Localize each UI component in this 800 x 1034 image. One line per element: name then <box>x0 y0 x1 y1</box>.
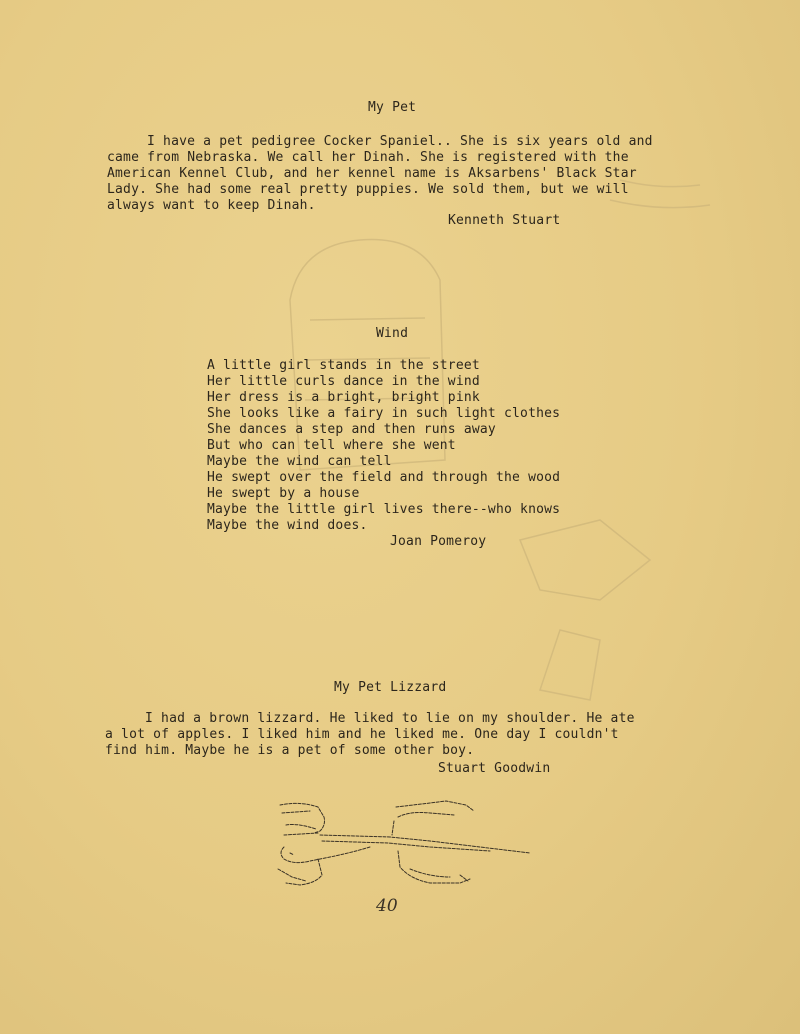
paragraph-line: always want to keep Dinah. <box>107 198 316 213</box>
paragraph-line: American Kennel Club, and her kennel name is Aksarbens' Black Star <box>107 166 637 181</box>
section-title-my-pet: My Pet <box>368 100 417 115</box>
paragraph-line: find him. Maybe he is a pet of some other boy. <box>105 743 475 758</box>
poem-line: Maybe the little girl lives there--who knows <box>207 502 561 517</box>
poem-line: Her little curls dance in the wind <box>207 374 480 389</box>
paragraph-line: a lot of apples. I liked him and he liked me. One day I couldn't <box>105 727 619 742</box>
lizard-drawing <box>270 795 540 895</box>
section-title-my-pet-lizzard: My Pet Lizzard <box>334 680 447 695</box>
author-signature: Stuart Goodwin <box>438 761 551 776</box>
paragraph-line: I have a pet pedigree Cocker Spaniel.. She is six years old and <box>147 134 653 149</box>
poem-line: She looks like a fairy in such light clothes <box>207 406 561 421</box>
author-signature: Kenneth Stuart <box>448 213 561 228</box>
author-signature: Joan Pomeroy <box>390 534 487 549</box>
section-title-wind: Wind <box>376 326 409 341</box>
poem-line: Maybe the wind does. <box>207 518 368 533</box>
page-number: 40 <box>376 896 398 916</box>
poem-line: But who can tell where she went <box>207 438 456 453</box>
paragraph-line: I had a brown lizzard. He liked to lie on my shoulder. He ate <box>145 711 635 726</box>
paragraph-line: Lady. She had some real pretty puppies. We sold them, but we will <box>107 182 629 197</box>
poem-line: A little girl stands in the street <box>207 358 480 373</box>
poem-line: Her dress is a bright, bright pink <box>207 390 480 405</box>
poem-line: Maybe the wind can tell <box>207 454 392 469</box>
poem-line: She dances a step and then runs away <box>207 422 496 437</box>
paragraph-line: came from Nebraska. We call her Dinah. She is registered with the <box>107 150 629 165</box>
poem-line: He swept by a house <box>207 486 360 501</box>
poem-line: He swept over the field and through the wood <box>207 470 561 485</box>
